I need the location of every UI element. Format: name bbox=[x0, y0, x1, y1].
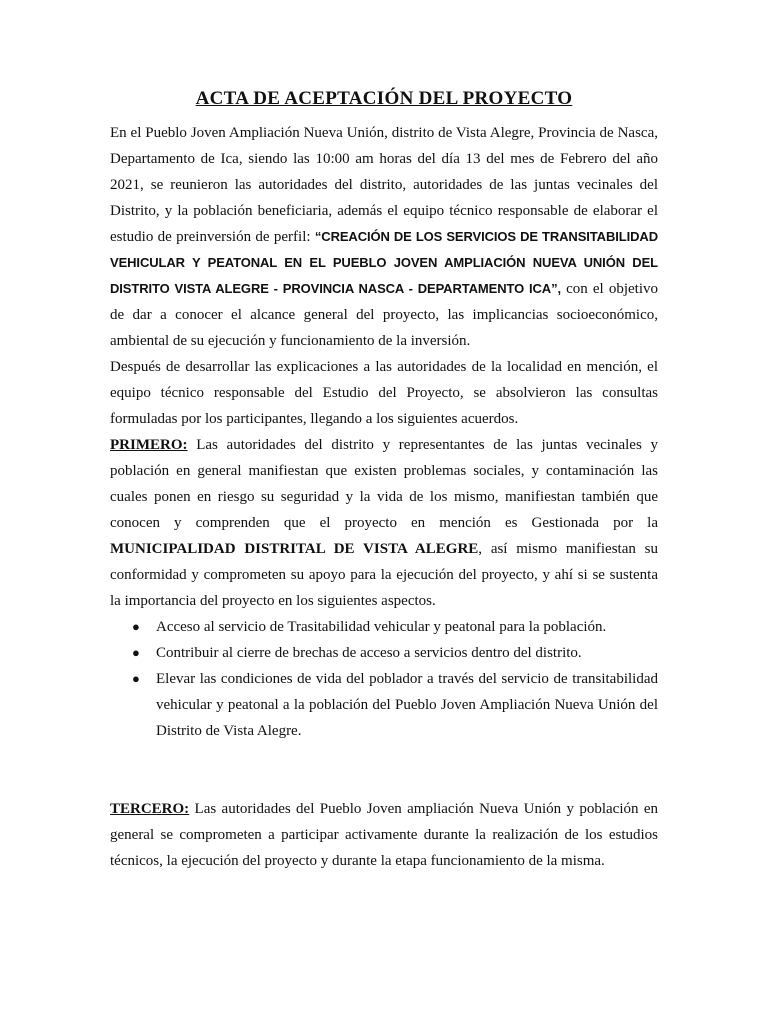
list-item-text: Elevar las condiciones de vida del poblador a través del servicio de transitabilidad vehicular y peatonal a la población del Pueblo Joven Ampliación Nueva Unión del Distrito de Vista Alegre. bbox=[156, 671, 658, 739]
agreements-intro-paragraph: Después de desarrollar las explicaciones a las autoridades de la localidad en mención, el equipo técnico responsable del Estudio del Proyecto, se absolvieron las consultas formuladas por los participantes, llegando a los siguientes acuerdos. bbox=[110, 359, 658, 427]
tercero-paragraph bbox=[110, 796, 658, 874]
tercero-text: Las autoridades del Pueblo Joven ampliación Nueva Unión y población en general se comprometen a participar activamente durante la realización de los estudios técnicos, la ejecución del proyecto y durante la etapa funcionamiento de la misma. bbox=[110, 801, 658, 869]
bullet-icon: ● bbox=[132, 671, 140, 686]
list-item-text: Contribuir al cierre de brechas de acceso a servicios dentro del distrito. bbox=[156, 645, 582, 661]
list-item-text: Acceso al servicio de Trasitabilidad vehicular y peatonal para la población. bbox=[156, 619, 607, 635]
document-title: ACTA DE ACEPTACIÓN DEL PROYECTO bbox=[195, 88, 573, 109]
bullet-icon: ● bbox=[132, 645, 140, 660]
primero-paragraph bbox=[110, 432, 658, 614]
primero-label: PRIMERO: bbox=[110, 437, 188, 453]
intro-paragraph bbox=[110, 120, 658, 354]
intro-text-end: con el objetivo de dar a conocer el alcance general del proyecto, las implicancias socioeconómico, ambiental de su ejecución y funcionamiento de la inversión. bbox=[110, 281, 658, 349]
list-item bbox=[132, 640, 658, 666]
project-name: “CREACIÓN DE LOS SERVICIOS DE TRANSITABILIDAD VEHICULAR Y PEATONAL EN EL PUEBLO JOVEN AMPLIACIÓN NUEVA UNIÓN DEL DISTRITO VISTA ALEGRE - PROVINCIA NASCA - DEPARTAMENTO ICA”, bbox=[110, 229, 658, 296]
section-spacer bbox=[110, 744, 658, 796]
primero-text-end: , así mismo manifiestan su conformidad y comprometen su apoyo para la ejecución del proyecto, y ahí si se sustenta la importancia del proyecto en los siguientes aspectos. bbox=[110, 541, 658, 609]
primero-text-start: Las autoridades del distrito y representantes de las juntas vecinales y población en general manifiestan que existen problemas sociales, y contaminación las cuales ponen en riesgo su seguridad y la vida de los mismo, manifiestan también que conocen y comprenden que el proyecto en mención es Gestionada por la bbox=[110, 437, 658, 531]
intro-text-start: En el Pueblo Joven Ampliación Nueva Unión, distrito de Vista Alegre, Provincia de Nasca, Departamento de Ica, siendo las 10:00 am horas del día 13 del mes de Febrero del año 2021, se reunieron las autoridades del distrito, autoridades de las juntas vecinales del Distrito, y la población beneficiaria, además el equipo técnico responsable de elaborar el estudio de preinversión de perfil: bbox=[110, 125, 658, 245]
document-page bbox=[110, 86, 658, 874]
municipality-name: MUNICIPALIDAD DISTRITAL DE VISTA ALEGRE bbox=[110, 541, 479, 557]
list-item bbox=[132, 666, 658, 744]
tercero-label: TERCERO: bbox=[110, 801, 190, 817]
aspects-list bbox=[110, 614, 658, 744]
bullet-icon: ● bbox=[132, 619, 140, 634]
list-item bbox=[132, 614, 658, 640]
